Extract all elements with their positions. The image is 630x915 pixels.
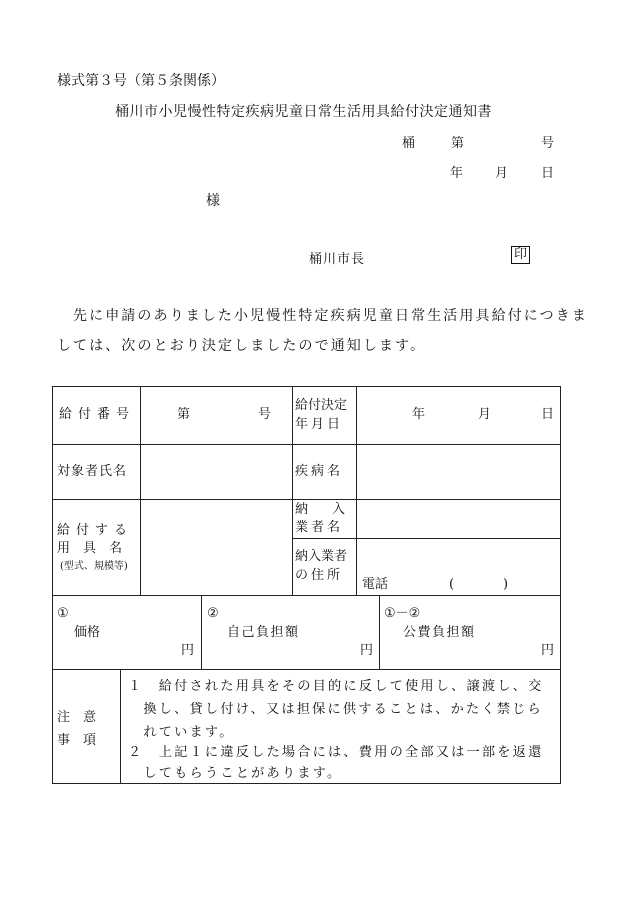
note-2-line-2: してもらうことがあります。 xyxy=(128,766,343,781)
note-2-line-1: ２ 上記１に違反した場合には、費用の全部又は一部を返還 xyxy=(128,745,544,760)
doc-number-go: 号 xyxy=(541,136,555,151)
document-title: 桶川市小児慢性特定疾病児童日常生活用具給付決定通知書 xyxy=(115,104,492,120)
kohi-label: 公費負担額 xyxy=(403,625,476,640)
note-1-line-3: れています。 xyxy=(128,725,235,740)
date-month-unit: 月 xyxy=(495,166,509,181)
yogu-label-2: 用具名 xyxy=(57,541,136,556)
kohi-mark: ①－② xyxy=(384,606,421,621)
price-label: 価格 xyxy=(74,625,101,640)
kyufu-bango-dai: 第 xyxy=(177,407,191,422)
nonyu-label-1: 納入 xyxy=(295,502,370,517)
denwa-paren-open: ( xyxy=(449,577,455,592)
jiko-yen: 円 xyxy=(360,643,374,658)
kyufu-bango-go: 号 xyxy=(258,407,272,422)
seal-mark: 印 xyxy=(511,246,530,264)
kettei-day-unit: 日 xyxy=(541,407,555,422)
nonyu-addr-label-2: の住所 xyxy=(295,568,344,583)
form-number: 様式第３号（第５条関係） xyxy=(57,73,225,89)
yogu-label-3: (型式、規模等) xyxy=(60,561,128,572)
kohi-yen: 円 xyxy=(541,643,555,658)
yogu-label-1: 給付する xyxy=(57,523,134,538)
issuer-name: 桶川市長 xyxy=(309,252,366,267)
price-yen: 円 xyxy=(181,643,195,658)
taishosha-label: 対象者氏名 xyxy=(57,464,128,479)
nonyu-addr-label-1: 納入業者 xyxy=(295,549,348,564)
kettei-month-unit: 月 xyxy=(478,407,492,422)
body-text-line-2: しては、次のとおり決定しましたので通知します。 xyxy=(57,338,427,354)
note-1-line-2: 換し、貸し付け、又は担保に供することは、かたく禁じら xyxy=(128,702,543,717)
denwa-paren-close: ) xyxy=(503,577,509,592)
body-text-line-1: 先に申請のありました小児慢性特定疾病児童日常生活用具給付につきま xyxy=(73,308,588,324)
denwa-label: 電話 xyxy=(362,577,389,592)
chuui-label-1: 注 意 xyxy=(57,710,97,725)
note-1-line-1: １ 給付された用具をその目的に反して使用し、譲渡し、交 xyxy=(128,679,544,694)
date-day-unit: 日 xyxy=(541,166,555,181)
nonyu-label-2: 業者名 xyxy=(295,520,344,535)
date-year-unit: 年 xyxy=(450,166,464,181)
jiko-label: 自己負担額 xyxy=(227,625,300,640)
shippei-label: 疾病名 xyxy=(295,464,344,479)
kyufu-bango-label: 給付番号 xyxy=(59,407,136,422)
chuui-label-2: 事 項 xyxy=(57,733,97,748)
addressee-suffix: 様 xyxy=(206,193,220,209)
kettei-date-label-1: 給付決定 xyxy=(295,398,348,413)
kettei-date-label-2: 年月日 xyxy=(295,417,344,432)
jiko-mark: ② xyxy=(207,606,219,621)
kettei-year-unit: 年 xyxy=(412,407,426,422)
doc-number-prefix: 桶 xyxy=(402,136,416,151)
doc-number-dai: 第 xyxy=(451,136,465,151)
price-mark: ① xyxy=(57,606,69,621)
